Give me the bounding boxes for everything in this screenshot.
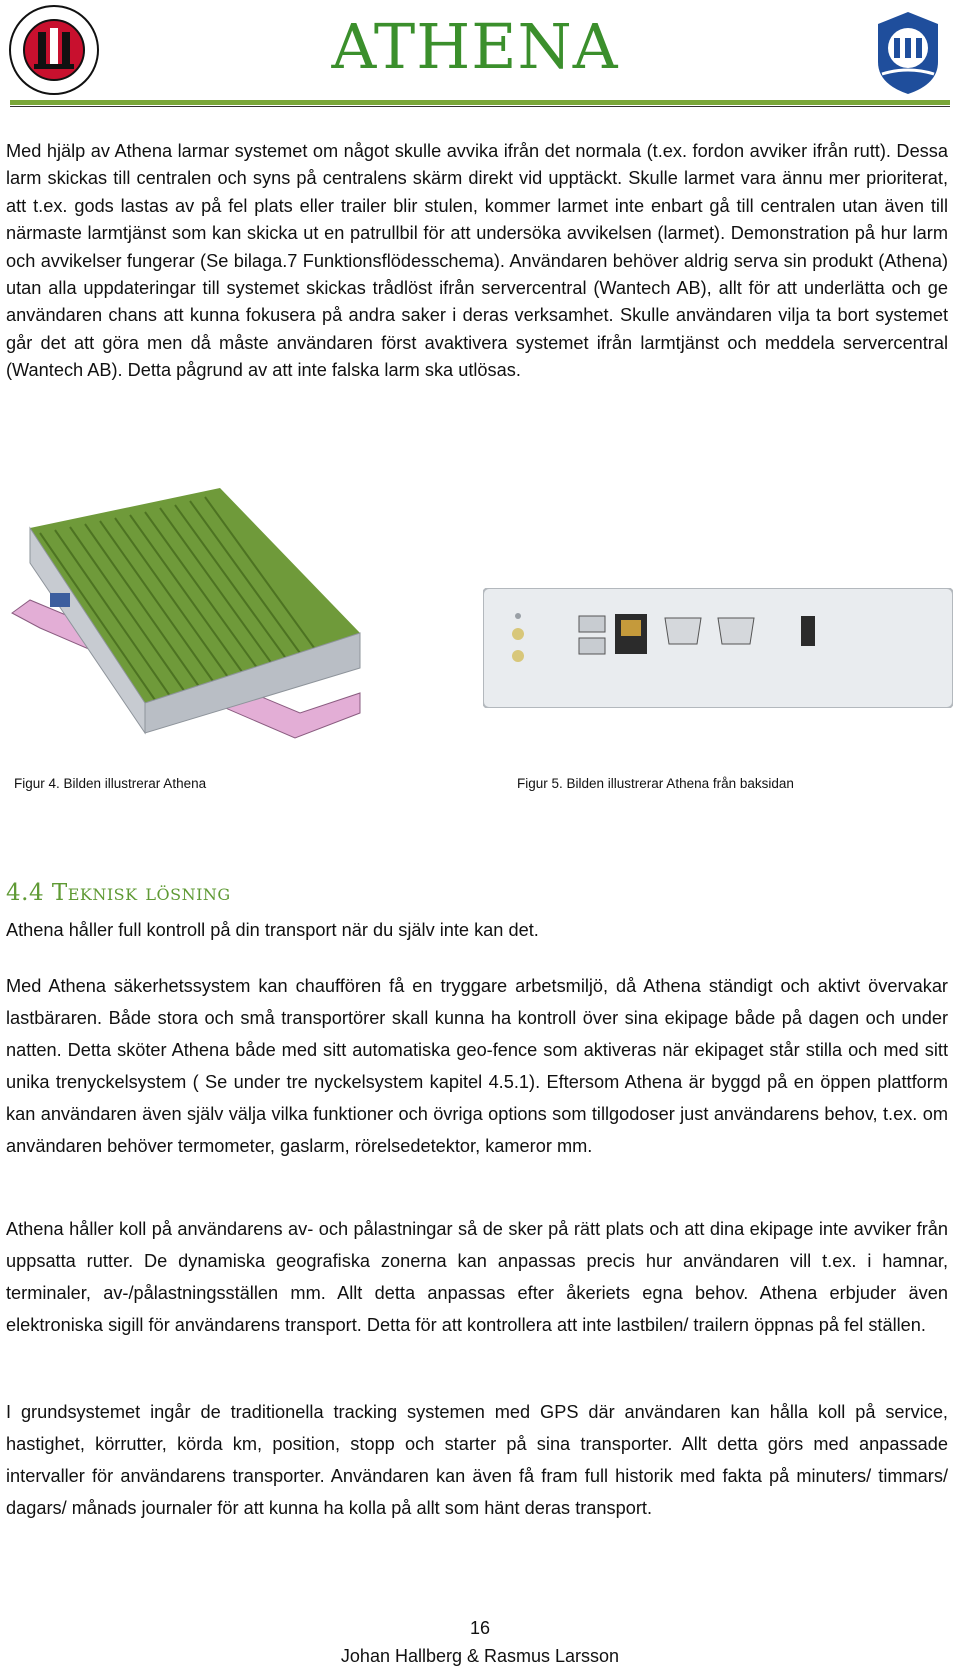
- utvecklingsingenjorerna-logo: [8, 4, 100, 96]
- brand-title: ATHENA: [331, 10, 619, 83]
- paragraph-intro: Athena håller full kontroll på din transport när du själv inte kan det.: [6, 920, 539, 940]
- authors: Johan Hallberg & Rasmus Larsson: [340, 1646, 620, 1666]
- section-heading: 4.4 Teknisk lösning: [6, 880, 231, 906]
- header-rule-thin: [10, 106, 950, 107]
- figure-athena-device: [10, 488, 385, 748]
- figure4-caption: Figur 4. Bilden illustrerar Athena: [14, 776, 207, 791]
- paragraph-tracking: I grundsystemet ingår de traditionella tracking systemen med GPS där användaren kan hålla koll på service, hastighet, körrutter, körda km, position, stopp och starter på sina transporter. Allt detta görs med anpassade intervaller för användarens transporter. Användaren kan även få fram full historik med fakta på minuters/ timmars/ dagars/ månads journaler för att kunna ha kolla på allt som hänt deras transport.: [6, 1402, 948, 1518]
- figure5-caption: Figur 5. Bilden illustrerar Athena från baksidan: [517, 776, 794, 791]
- page-number: 16: [469, 1618, 491, 1638]
- paragraph-loading: Athena håller koll på användarens av- och pålastningar så de sker på rätt plats och att dina ekipage inte avviker från uppsatta rutter. De dynamiska geografiska zonerna kan anpassas precis hur användaren vill t.ex. i hamnar, terminaler, av-/pålastningsställen mm. Allt detta anpassas efter åkeriets egna behov. Athena erbjuder även elektroniska sigill för användarens transport. Detta för att kontrollera att inte lastbilen/ trailern öppnas på fel ställen.: [6, 1219, 948, 1335]
- paragraph-safety: Med Athena säkerhetssystem kan chauffören få en tryggare arbetsmiljö, då Athena ständigt och aktivt övervakar lastbäraren. Både stora och små transportörer skall kunna ha kontroll över sina ekipage både på dagen och under natten. Detta sköter Athena både med sitt automatiska geo-fence som aktiveras när ekipaget står stilla och med sitt unika trenyckelsystem ( Se under tre nyckelsystem kapitel 4.5.1). Eftersom Athena är byggd på en öppen plattform kan användaren även själv välja vilka funktioner och övriga options som tillgodoser just användarens behov, t.ex. om användaren behöver termometer, gaslarm, rörelsedetektor, kameror mm.: [6, 976, 948, 1156]
- page-header: [0, 0, 960, 110]
- paragraph-alarm-system: Med hjälp av Athena larmar systemet om något skulle avvika ifrån det normala (t.ex. fordon avviker ifrån rutt). Dessa larm skickas till centralen och syns på centralens skärm direkt vid upptäckt. Skulle larmet vara ännu mer prioriterat, att t.ex. gods lastas av på fel plats eller trailer blir stulen, kommer larmet inte enbart gå till centralen utan även till närmaste larmtjänst som kan skicka ut en patrullbil för att undersöka avvikelsen (larmet). Demonstration på hur larm och avvikelser fungerar (Se bilaga.7 Funktionsflödesschema). Användaren behöver aldrig serva sin produkt (Athena) utan alla uppdateringar till systemet skickas trådlöst ifrån servercentral (Wantech AB), allt för att underlätta och ge användaren chans att kunna fokusera på andra saker i deras verksamhet. Skulle användaren vilja ta bort systemet går det att göra men då måste användaren först avaktivera systemet ifrån larmtjänst och meddela servercentral (Wantech AB). Detta pågrund av att inte falska larm ska utlösas.: [6, 141, 948, 381]
- header-rule: [10, 100, 950, 105]
- figure-athena-back-side: [483, 588, 953, 708]
- hogskolan-halmstad-logo: [868, 4, 948, 100]
